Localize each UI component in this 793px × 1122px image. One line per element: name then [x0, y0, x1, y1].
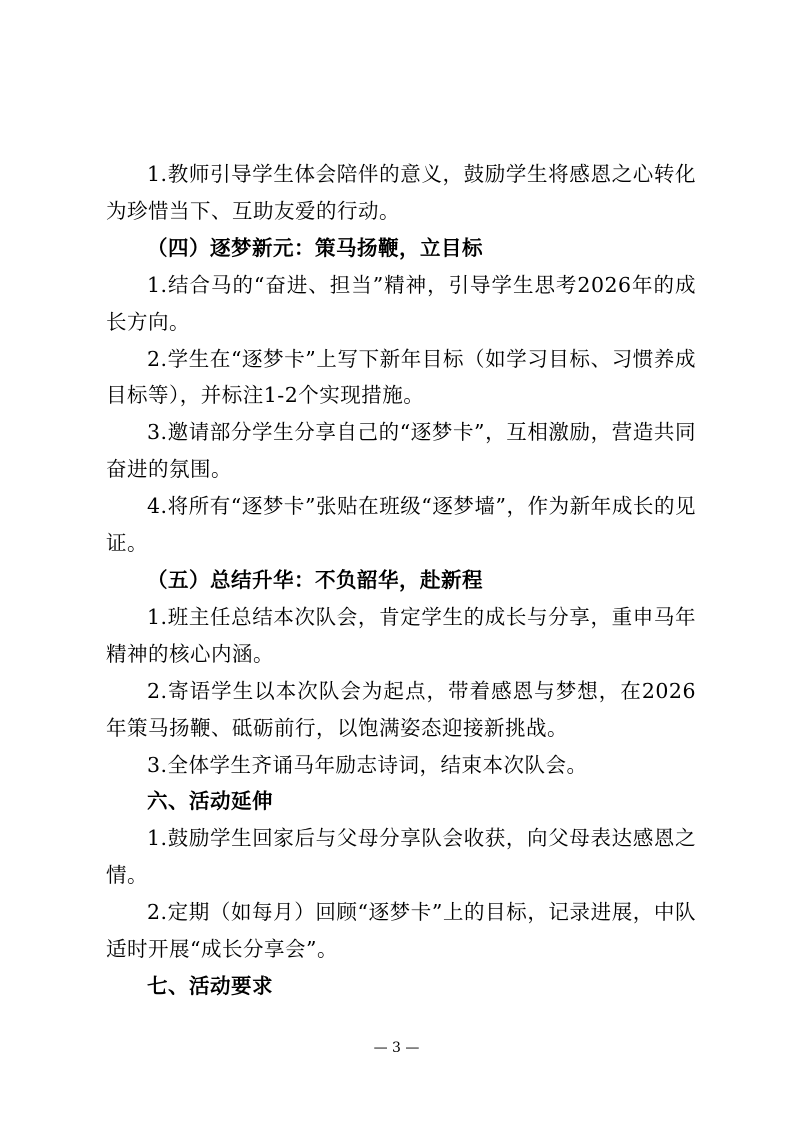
paragraph-dream-1: 1.结合马的“奋进、担当”精神，引导学生思考2026年的成长方向。 [106, 272, 696, 334]
document-body [106, 156, 696, 1005]
paragraph-dream-4: 4.将所有“逐梦卡”张贴在班级“逐梦墙”，作为新年成长的见证。 [106, 494, 696, 556]
paragraph-dream-3: 3.邀请部分学生分享自己的“逐梦卡”，互相激励，营造共同奋进的氛围。 [106, 420, 696, 482]
paragraph-extension-1: 1.鼓励学生回家后与父母分享队会收获，向父母表达感恩之情。 [106, 826, 696, 888]
section-heading-extension: 六、活动延伸 [147, 789, 273, 814]
section-heading-requirements: 七、活动要求 [147, 973, 273, 998]
paragraph-extension-2: 2.定期（如每月）回顾“逐梦卡”上的目标，记录进展，中队适时开展“成长分享会”。 [106, 900, 696, 962]
page-number: — 3 — [373, 1040, 420, 1056]
section-heading-summary: （五）总结升华：不负韶华，赴新程 [147, 567, 483, 592]
section-heading-dream: （四）逐梦新元：策马扬鞭，立目标 [147, 235, 483, 260]
paragraph-summary-1: 1.班主任总结本次队会，肯定学生的成长与分享，重申马年精神的核心内涵。 [106, 604, 696, 666]
paragraph-teacher-guidance: 1.教师引导学生体会陪伴的意义，鼓励学生将感恩之心转化为珍惜当下、互助友爱的行动。 [106, 162, 696, 223]
paragraph-dream-2: 2.学生在“逐梦卡”上写下新年目标（如学习目标、习惯养成目标等），并标注1-2个实现措施。 [106, 346, 696, 408]
paragraph-summary-2: 2.寄语学生以本次队会为起点，带着感恩与梦想，在2026年策马扬鞭、砥砺前行，以饱满姿态迎接新挑战。 [106, 678, 696, 740]
paragraph-summary-3: 3.全体学生齐诵马年励志诗词，结束本次队会。 [147, 752, 588, 777]
